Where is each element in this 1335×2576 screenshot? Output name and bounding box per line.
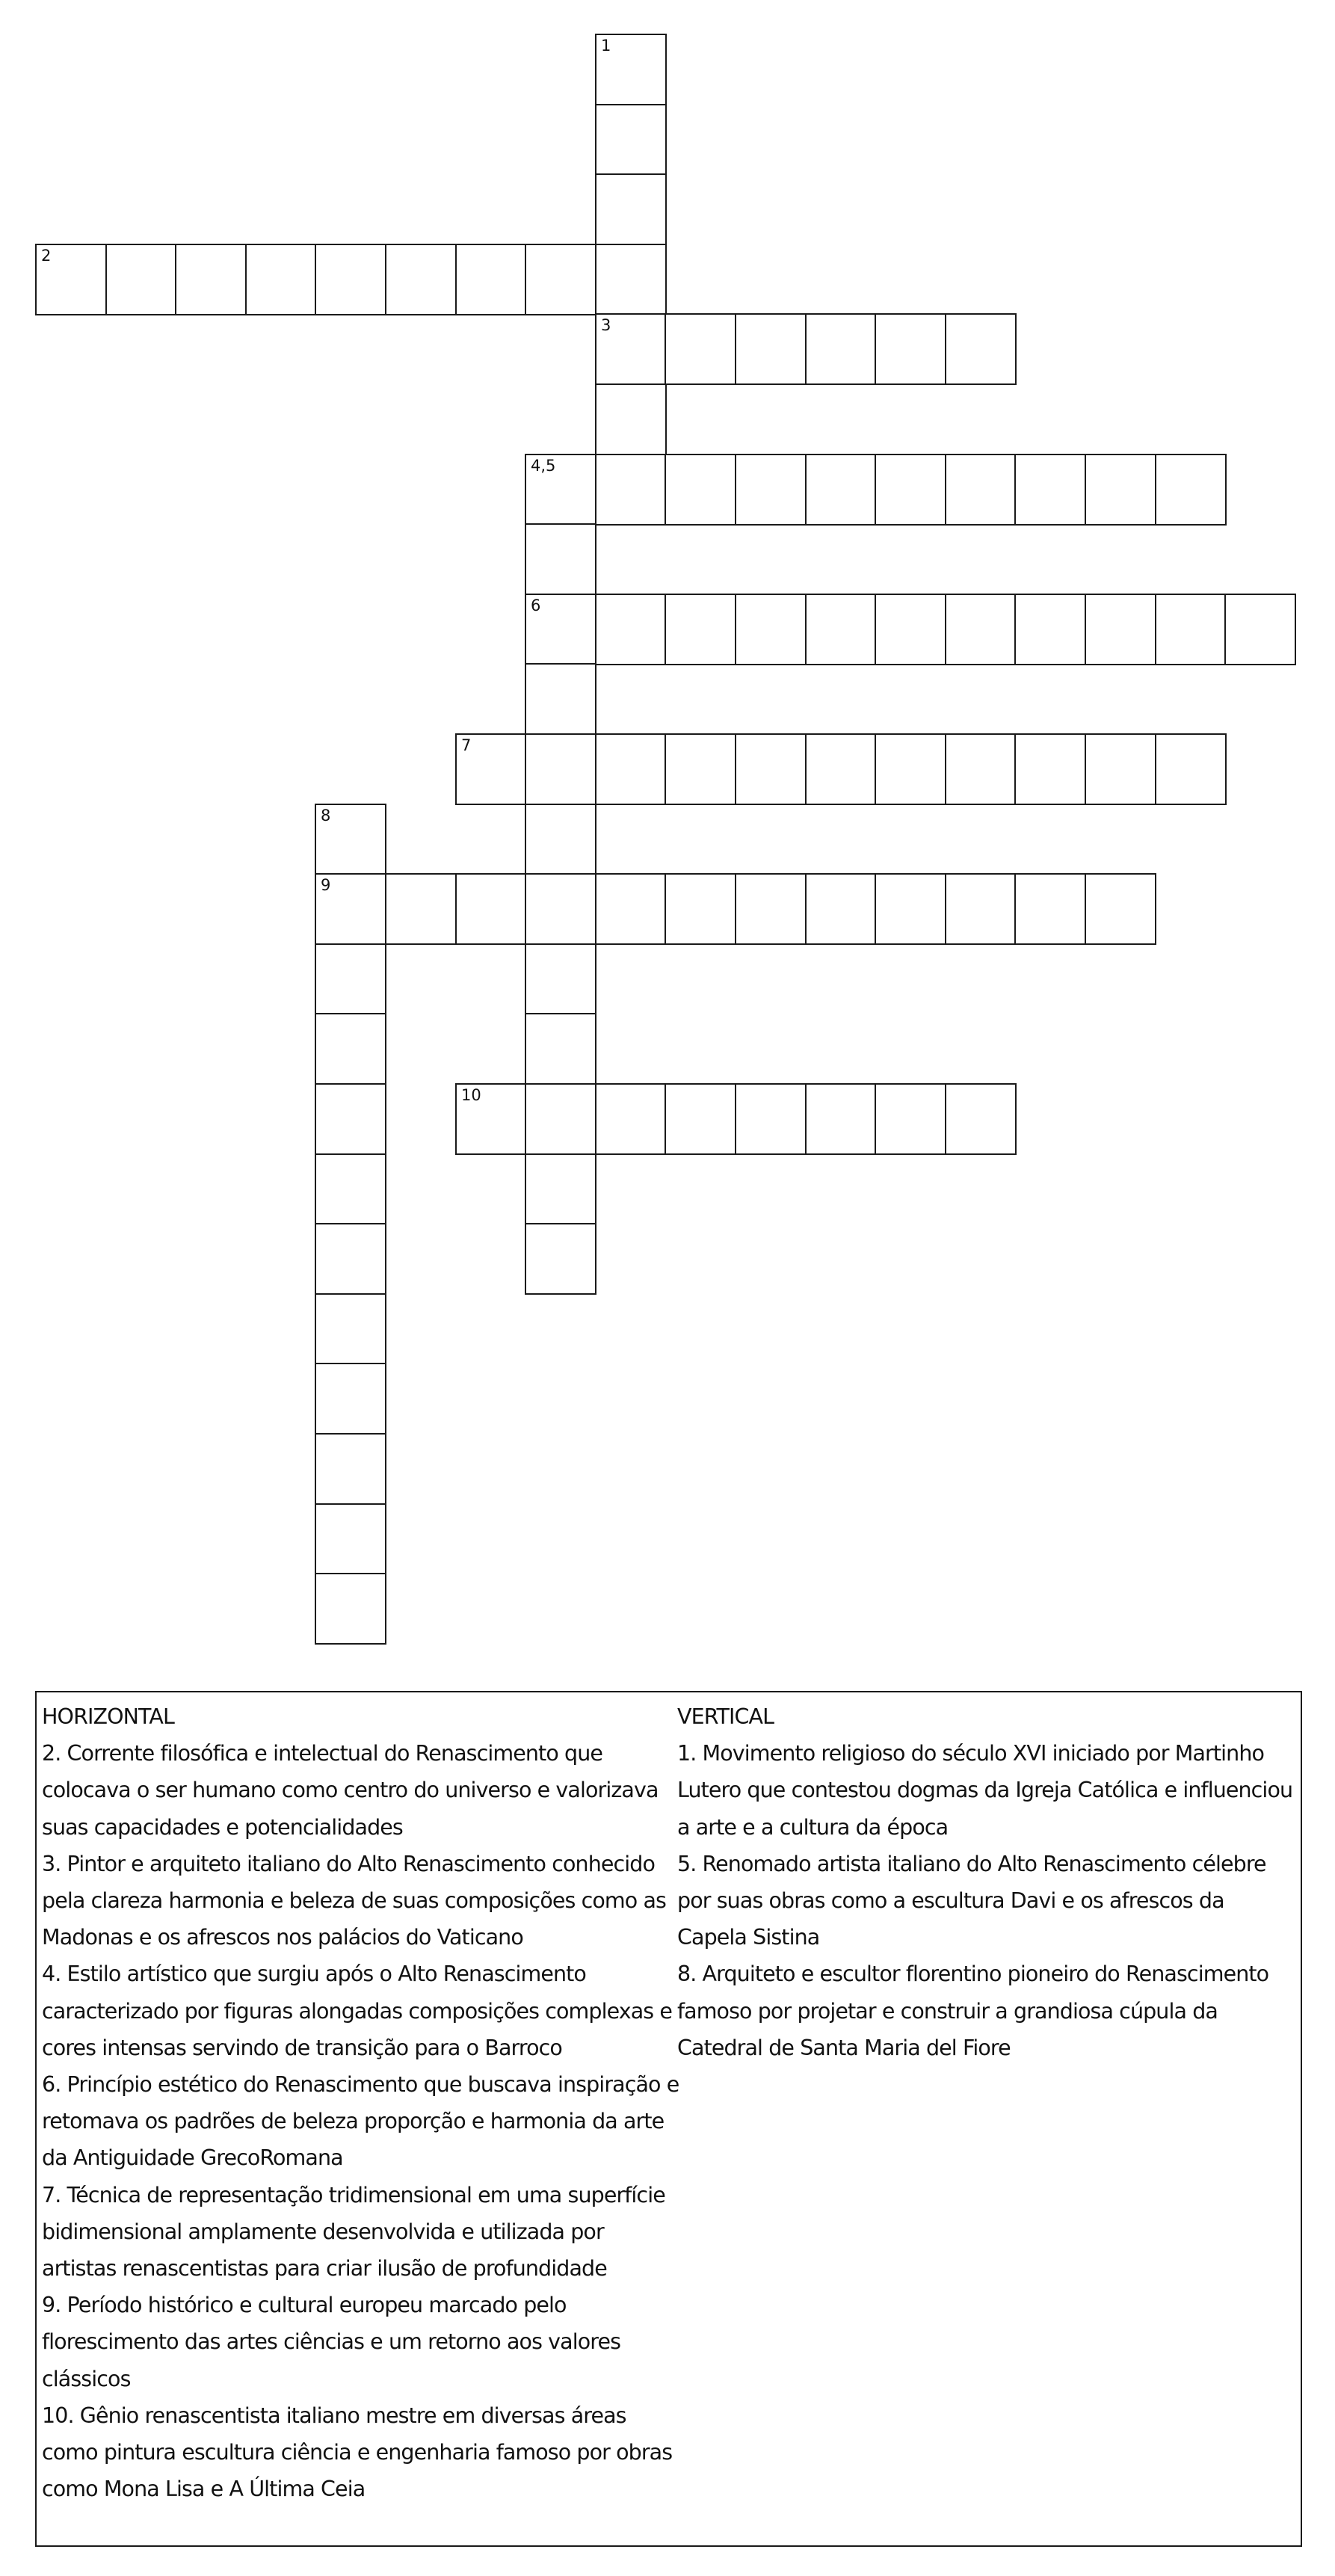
crossword-cell[interactable]	[665, 873, 736, 945]
crossword-cell[interactable]	[1014, 594, 1086, 665]
crossword-cell[interactable]	[35, 244, 107, 315]
crossword-cell[interactable]	[315, 1573, 386, 1645]
crossword-cell[interactable]	[455, 1083, 527, 1155]
crossword-cell[interactable]	[1155, 733, 1227, 805]
crossword-cell[interactable]	[595, 1083, 667, 1155]
crossword-cell[interactable]	[1014, 733, 1086, 805]
crossword-cell[interactable]	[665, 733, 736, 805]
crossword-cell[interactable]	[805, 454, 877, 526]
crossword-cell[interactable]	[315, 1293, 386, 1365]
crossword-cell[interactable]	[595, 104, 667, 176]
crossword-cell[interactable]	[805, 1083, 877, 1155]
crossword-cell[interactable]	[595, 873, 667, 945]
clues-box	[35, 1691, 1302, 2547]
clue-h-6: 6. Princípio estético do Renascimento que buscava inspiração e retomava os padrões de beleza proporção e harmonia da arte da Antiguidade GrecoRomana	[42, 2072, 679, 2171]
crossword-cell[interactable]	[525, 594, 596, 665]
crossword-cell[interactable]	[315, 1363, 386, 1435]
crossword-cell[interactable]	[525, 943, 596, 1015]
crossword-cell[interactable]	[665, 313, 736, 385]
clue-v-8: 8. Arquiteto e escultor florentino pioneiro do Renascimento famoso por projetar e construir a grandiosa cúpula da Catedral de Santa Maria del Fiore	[677, 1962, 1269, 2060]
clue-h-3: 3. Pintor e arquiteto italiano do Alto Renascimento conhecido pela clareza harmonia e beleza de suas composições como as Madonas e os afrescos nos palácios do Vaticano	[42, 1851, 666, 1950]
crossword-cell[interactable]	[805, 594, 877, 665]
crossword-cell[interactable]	[875, 873, 946, 945]
clue-number: 6	[531, 597, 541, 614]
crossword-cell[interactable]	[315, 943, 386, 1015]
horizontal-clues	[42, 1698, 681, 2507]
crossword-cell[interactable]	[735, 313, 807, 385]
crossword-cell[interactable]	[1085, 873, 1156, 945]
crossword-cell[interactable]	[455, 733, 527, 805]
crossword-cell[interactable]	[1014, 873, 1086, 945]
crossword-cell[interactable]	[525, 454, 596, 526]
crossword-cell[interactable]	[1085, 454, 1156, 526]
crossword-cell[interactable]	[595, 34, 667, 105]
crossword-cell[interactable]	[455, 873, 527, 945]
crossword-cell[interactable]	[315, 1223, 386, 1295]
crossword-cell[interactable]	[385, 244, 457, 315]
clue-h-4: 4. Estilo artístico que surgiu após o Alto Renascimento caracterizado por figuras alongadas composições complexas e cores intensas servindo de transição para o Barroco	[42, 1962, 673, 2060]
crossword-cell[interactable]	[315, 244, 386, 315]
clue-h-10: 10. Gênio renascentista italiano mestre em diversas áreas como pintura escultura ciência e engenharia famoso por obras como Mona Lisa e A Última Ceia	[42, 2403, 673, 2502]
crossword-cell[interactable]	[945, 733, 1017, 805]
crossword-cell[interactable]	[315, 873, 386, 945]
crossword-cell[interactable]	[595, 594, 667, 665]
crossword-cell[interactable]	[1085, 733, 1156, 805]
crossword-cell[interactable]	[315, 1503, 386, 1575]
crossword-cell[interactable]	[945, 1083, 1017, 1155]
crossword-cell[interactable]	[595, 454, 667, 526]
crossword-cell[interactable]	[525, 804, 596, 875]
crossword-cell[interactable]	[245, 244, 317, 315]
clue-number: 10	[461, 1086, 481, 1104]
clue-h-9: 9. Período histórico e cultural europeu marcado pelo florescimento das artes ciências e um retorno aos valores clássicos	[42, 2293, 621, 2391]
crossword-cell[interactable]	[595, 173, 667, 245]
crossword-cell[interactable]	[525, 1083, 596, 1155]
crossword-cell[interactable]	[805, 873, 877, 945]
crossword-cell[interactable]	[1155, 454, 1227, 526]
crossword-cell[interactable]	[805, 733, 877, 805]
crossword-cell[interactable]	[455, 244, 527, 315]
vertical-clues	[677, 1698, 1298, 2066]
crossword-cell[interactable]	[385, 873, 457, 945]
crossword-cell[interactable]	[525, 1013, 596, 1085]
crossword-cell[interactable]	[315, 1433, 386, 1505]
crossword-cell[interactable]	[105, 244, 177, 315]
crossword-cell[interactable]	[315, 1083, 386, 1155]
crossword-cell[interactable]	[1085, 594, 1156, 665]
crossword-cell[interactable]	[525, 733, 596, 805]
crossword-cell[interactable]	[525, 523, 596, 595]
clue-number: 9	[321, 876, 331, 894]
crossword-cell[interactable]	[525, 873, 596, 945]
clue-number: 2	[41, 247, 52, 265]
clue-h-2: 2. Corrente filosófica e intelectual do Renascimento que colocava o ser humano como centro do universo e valorizava suas capacidades e potencialidades	[42, 1741, 659, 1840]
crossword-cell[interactable]	[595, 244, 667, 315]
crossword-cell[interactable]	[875, 733, 946, 805]
crossword-cell[interactable]	[875, 1083, 946, 1155]
crossword-cell[interactable]	[525, 663, 596, 735]
clue-number: 4,5	[531, 457, 556, 475]
crossword-cell[interactable]	[735, 1083, 807, 1155]
crossword-cell[interactable]	[315, 804, 386, 875]
clue-h-7: 7. Técnica de representação tridimensional em uma superfície bidimensional amplamente desenvolvida e utilizada por artistas renascentistas para criar ilusão de profundidade	[42, 2182, 665, 2281]
crossword-cell[interactable]	[315, 1153, 386, 1225]
clue-number: 3	[601, 316, 611, 334]
crossword-cell[interactable]	[525, 1153, 596, 1225]
crossword-cell[interactable]	[945, 454, 1017, 526]
crossword-cell[interactable]	[805, 313, 877, 385]
crossword-cell[interactable]	[945, 594, 1017, 665]
crossword-cell[interactable]	[945, 873, 1017, 945]
crossword-cell[interactable]	[665, 454, 736, 526]
crossword-cell[interactable]	[945, 313, 1017, 385]
crossword-cell[interactable]	[1014, 454, 1086, 526]
clue-v-1: 1. Movimento religioso do século XVI iniciado por Martinho Lutero que contestou dogmas da Igreja Católica e influenciou a arte e a cultura da época	[677, 1741, 1293, 1840]
crossword-cell[interactable]	[665, 1083, 736, 1155]
clue-number: 8	[321, 807, 331, 825]
crossword-cell[interactable]	[875, 594, 946, 665]
clue-v-5: 5. Renomado artista italiano do Alto Renascimento célebre por suas obras como a escultura Davi e os afrescos da Capela Sistina	[677, 1851, 1266, 1950]
crossword-cell[interactable]	[735, 733, 807, 805]
crossword-cell[interactable]	[595, 383, 667, 455]
crossword-cell[interactable]	[525, 244, 596, 315]
crossword-cell[interactable]	[875, 313, 946, 385]
crossword-cell[interactable]	[665, 594, 736, 665]
clue-number: 1	[601, 37, 611, 55]
crossword-cell[interactable]	[175, 244, 247, 315]
crossword-cell[interactable]	[735, 454, 807, 526]
horizontal-heading: HORIZONTAL	[42, 1704, 174, 1729]
clue-number: 7	[461, 736, 472, 754]
crossword-cell[interactable]	[525, 1223, 596, 1295]
vertical-heading: VERTICAL	[677, 1704, 774, 1729]
crossword-cell[interactable]	[315, 1013, 386, 1085]
crossword-cell[interactable]	[735, 873, 807, 945]
crossword-cell[interactable]	[595, 733, 667, 805]
crossword-cell[interactable]	[1155, 594, 1227, 665]
crossword-cell[interactable]	[875, 454, 946, 526]
crossword-cell[interactable]	[1224, 594, 1296, 665]
crossword-cell[interactable]	[735, 594, 807, 665]
crossword-cell[interactable]	[595, 313, 667, 385]
